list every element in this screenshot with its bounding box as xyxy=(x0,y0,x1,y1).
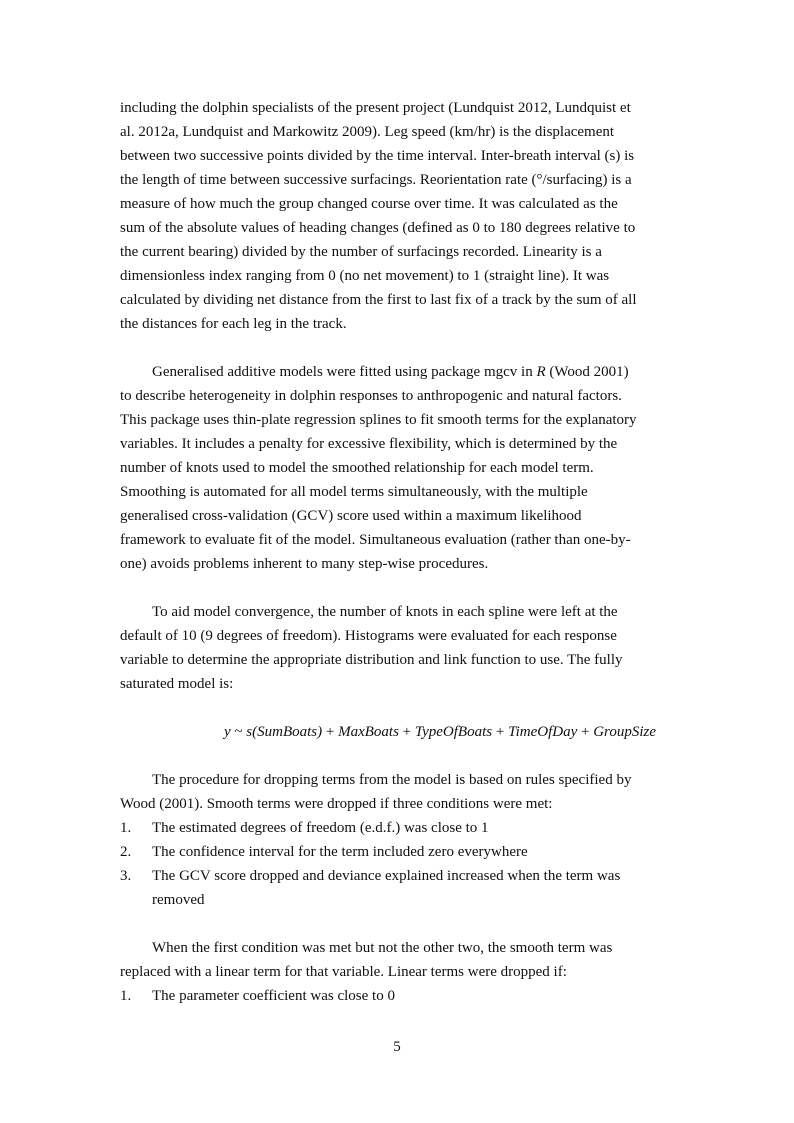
text-line: Wood (2001). Smooth terms were dropped if three conditions were met: xyxy=(120,796,553,812)
smooth-term-conditions-list xyxy=(120,816,680,912)
text-line: including the dolphin specialists of the present project (Lundquist 2012, Lundquist et xyxy=(120,100,631,116)
text-line: number of knots used to model the smoothed relationship for each model term. xyxy=(120,460,594,476)
eq-response: y xyxy=(224,724,231,740)
text-line: dimensionless index ranging from 0 (no net movement) to 1 (straight line). It was xyxy=(120,268,610,284)
paragraph-linear-terms xyxy=(120,936,680,984)
paragraph-dropping-terms xyxy=(120,768,680,816)
eq-plus: + xyxy=(398,724,415,740)
text-line: the current bearing) divided by the number of surfacings recorded. Linearity is a xyxy=(120,244,602,260)
model-equation xyxy=(120,720,760,744)
paragraph-model-convergence xyxy=(120,600,680,696)
eq-term: MaxBoats xyxy=(338,724,399,740)
text-line: calculated by dividing net distance from the first to last fix of a track by the sum of all xyxy=(120,292,637,308)
list-item xyxy=(120,984,680,1008)
text-line: variable to determine the appropriate distribution and link function to use. The fully xyxy=(120,652,623,668)
text-run: (Wood 2001) xyxy=(545,364,629,380)
text-line: This package uses thin-plate regression splines to fit smooth terms for the explanatory xyxy=(120,412,637,428)
text-line: Smoothing is automated for all model terms simultaneously, with the multiple xyxy=(120,484,588,500)
text-line: one) avoids problems inherent to many step-wise procedures. xyxy=(120,556,489,572)
eq-plus: + xyxy=(577,724,594,740)
text-line: replaced with a linear term for that variable. Linear terms were dropped if: xyxy=(120,964,567,980)
list-number: 2. xyxy=(120,844,132,860)
eq-term: TimeOfDay xyxy=(508,724,578,740)
text-line: The procedure for dropping terms from the model is based on rules specified by xyxy=(152,772,632,788)
text-run: Generalised additive models were fitted using package mgcv in xyxy=(152,364,537,380)
text-line: The estimated degrees of freedom (e.d.f.) was close to 1 xyxy=(152,820,489,836)
text-line: measure of how much the group changed course over time. It was calculated as the xyxy=(120,196,618,212)
text-line: the distances for each leg in the track. xyxy=(120,316,347,332)
page-number: 5 xyxy=(393,1039,401,1055)
text-line: variables. It includes a penalty for excessive flexibility, which is determined by the xyxy=(120,436,618,452)
eq-term: GroupSize xyxy=(593,724,656,740)
text-line: sum of the absolute values of heading changes (defined as 0 to 180 degrees relative to xyxy=(120,220,636,236)
eq-tilde: ~ xyxy=(230,724,247,740)
text-line: To aid model convergence, the number of knots in each spline were left at the xyxy=(152,604,618,620)
text-line: removed xyxy=(152,892,205,908)
list-item xyxy=(120,840,680,864)
paragraph-movement-metrics xyxy=(120,96,680,336)
paragraph-gam-methods xyxy=(120,360,680,576)
eq-plus: + xyxy=(492,724,509,740)
text-line: framework to evaluate fit of the model. Simultaneous evaluation (rather than one-by- xyxy=(120,532,631,548)
list-number: 1. xyxy=(120,820,132,836)
text-line xyxy=(120,360,680,384)
text-line: default of 10 (9 degrees of freedom). Histograms were evaluated for each response xyxy=(120,628,617,644)
list-item xyxy=(120,864,680,912)
text-line: saturated model is: xyxy=(120,676,234,692)
software-name-r: R xyxy=(536,364,546,380)
text-line: When the first condition was met but not the other two, the smooth term was xyxy=(152,940,613,956)
text-line: to describe heterogeneity in dolphin responses to anthropogenic and natural factors. xyxy=(120,388,622,404)
text-line: The confidence interval for the term included zero everywhere xyxy=(152,844,528,860)
text-line: The parameter coefficient was close to 0 xyxy=(152,988,395,1004)
text-line: generalised cross-validation (GCV) score used within a maximum likelihood xyxy=(120,508,582,524)
eq-smooth-term: s(SumBoats) xyxy=(246,724,323,740)
list-number: 1. xyxy=(120,988,132,1004)
eq-term: TypeOfBoats xyxy=(414,724,493,740)
text-line: the length of time between successive surfacings. Reorientation rate (°/surfacing) is a xyxy=(120,172,632,188)
text-line: between two successive points divided by the time interval. Inter-breath interval (s) is xyxy=(120,148,635,164)
list-item xyxy=(120,816,680,840)
text-line: al. 2012a, Lundquist and Markowitz 2009). Leg speed (km/hr) is the displacement xyxy=(120,124,615,140)
text-line: The GCV score dropped and deviance explained increased when the term was xyxy=(152,868,621,884)
linear-term-conditions-list xyxy=(120,984,680,1008)
list-number: 3. xyxy=(120,868,132,884)
eq-plus: + xyxy=(322,724,339,740)
